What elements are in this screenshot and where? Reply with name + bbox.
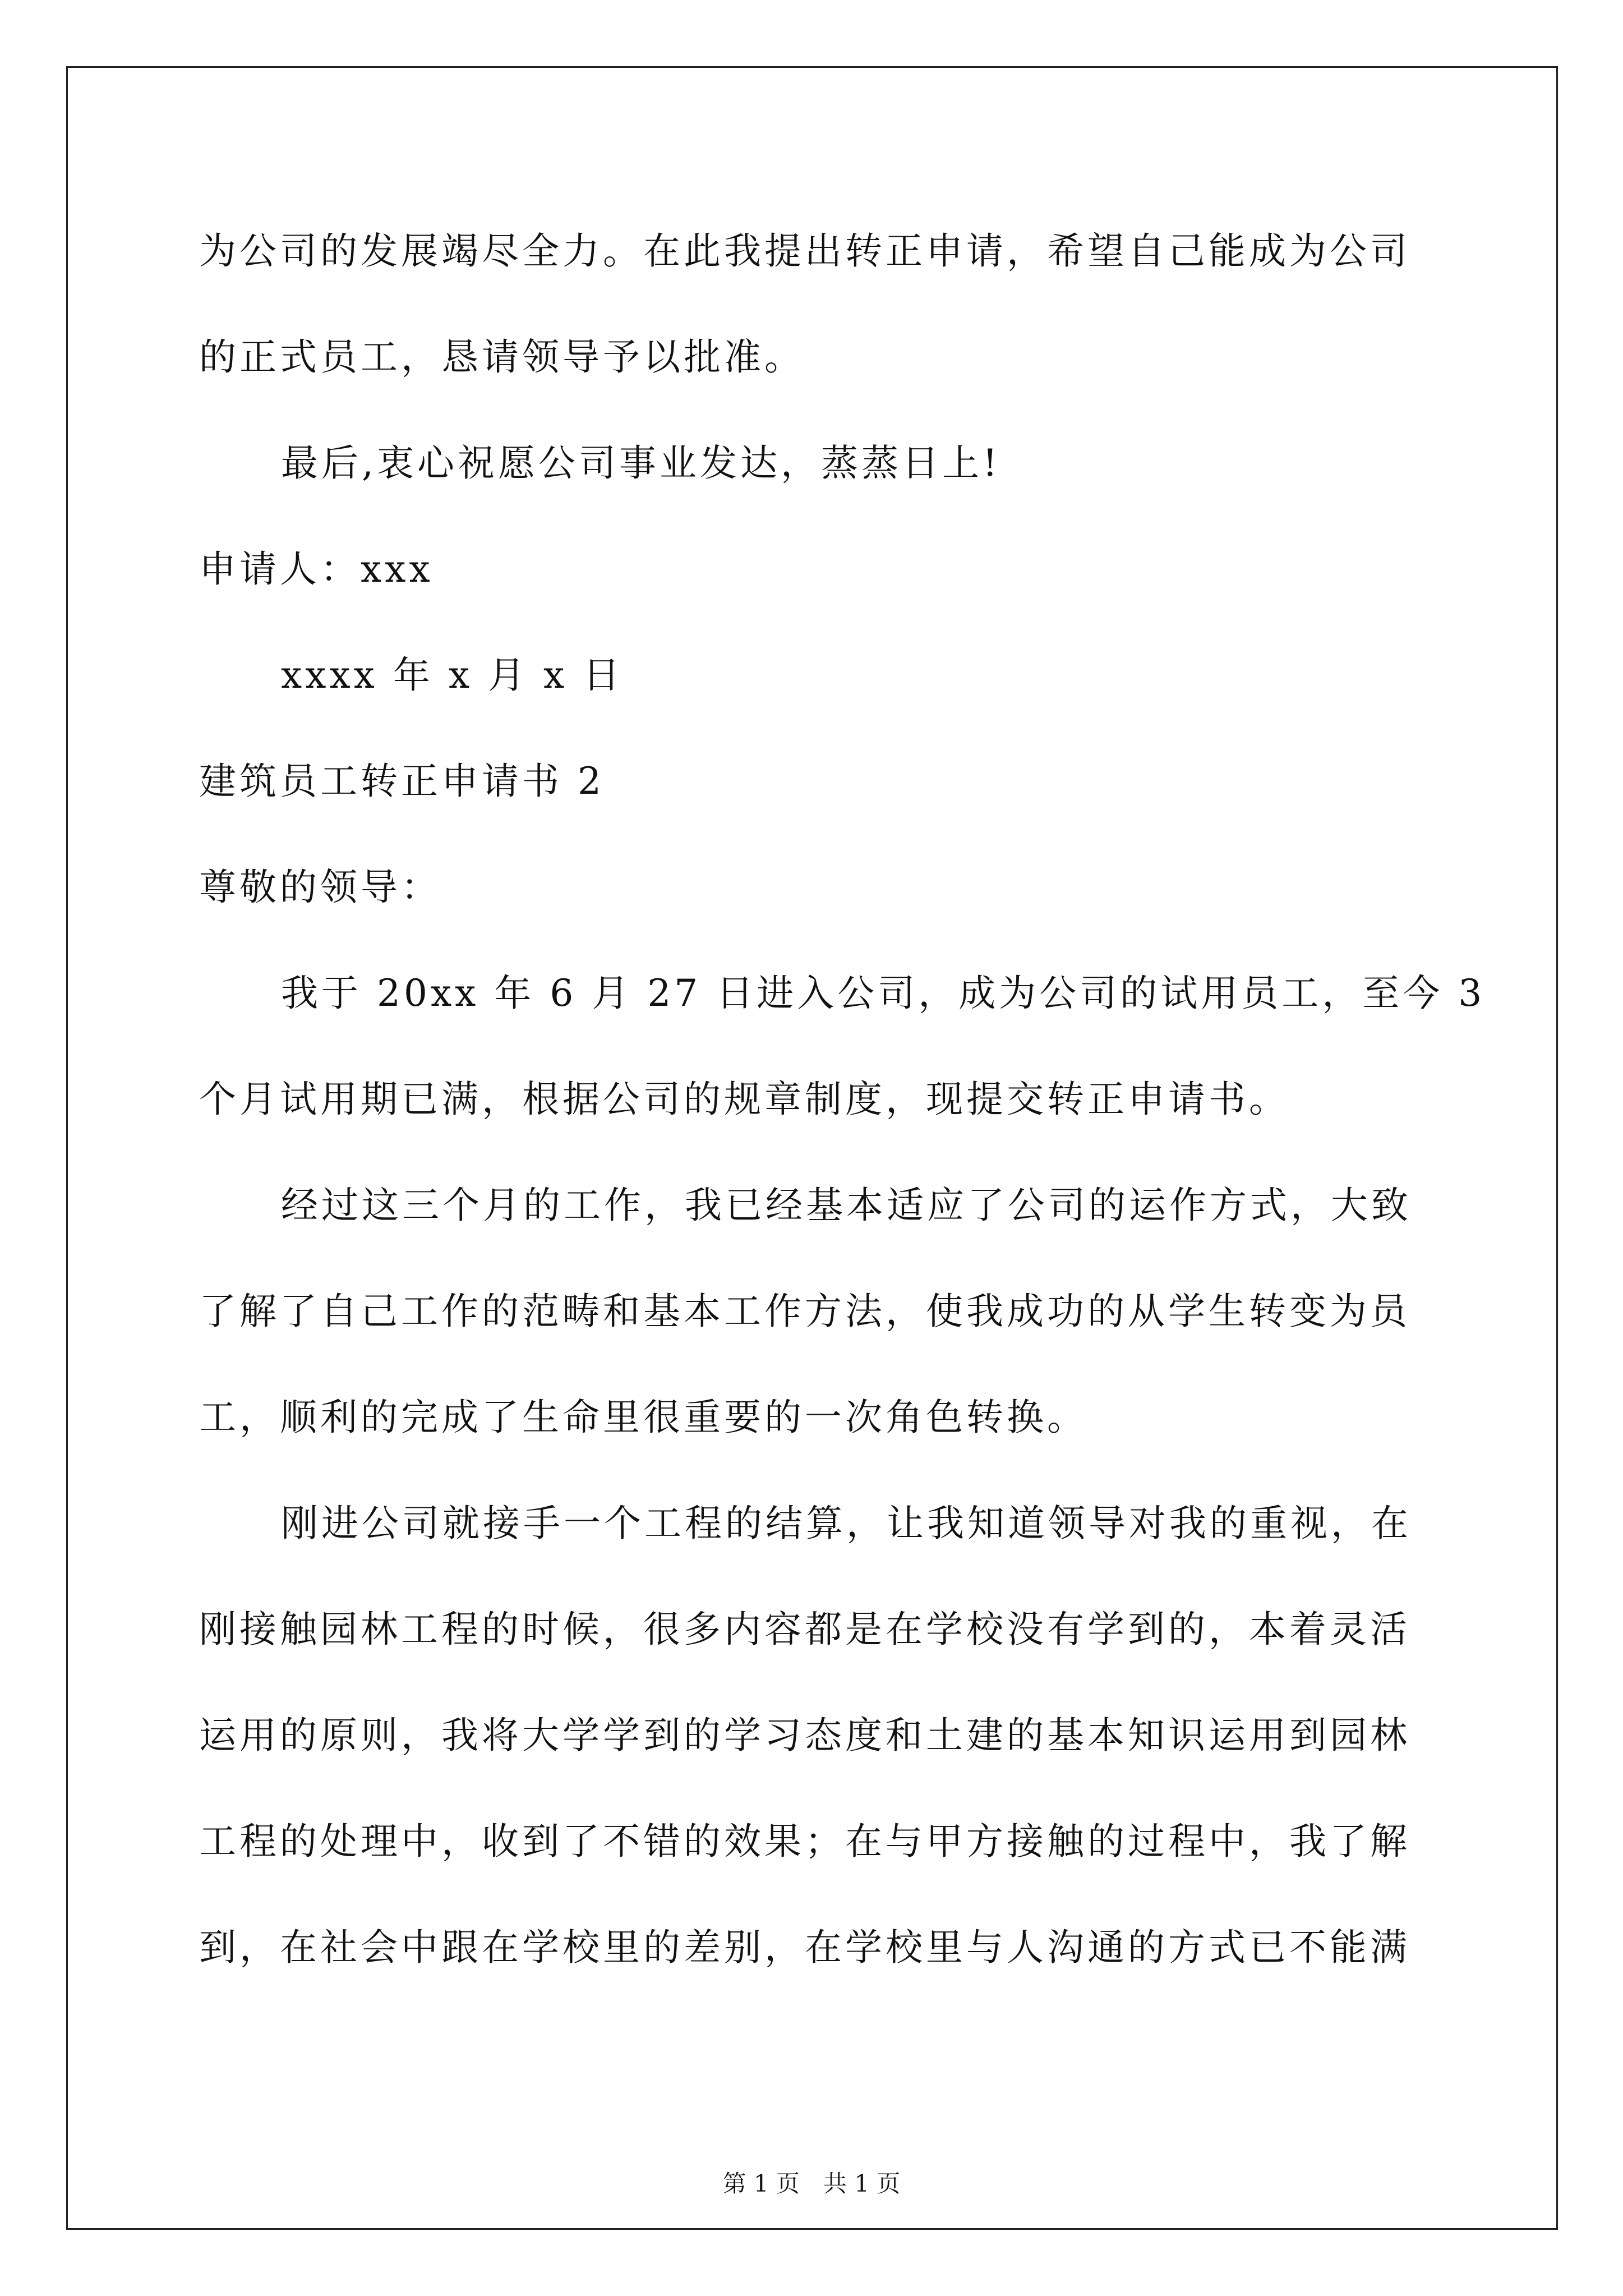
text-line: 为公司的发展竭尽全力。在此我提出转正申请，希望自己能成为公司 [199, 229, 1410, 273]
text-line: 我于 20xx 年 6 月 27 日进入公司，成为公司的试用员工，至今 3 [281, 972, 1486, 1015]
salutation: 尊敬的领导： [199, 866, 441, 909]
date-line: xxxx 年 x 月 x 日 [281, 654, 624, 697]
document-body [199, 218, 1486, 2020]
page-footer: 第 1 页 共 1 页 [722, 2170, 901, 2197]
text-line: 刚进公司就接手一个工程的结算，让我知道领导对我的重视，在 [281, 1502, 1412, 1545]
section-title: 建筑员工转正申请书 2 [199, 760, 605, 803]
text-line: 运用的原则，我将大学学到的学习态度和土建的基本知识运用到园林 [199, 1714, 1410, 1757]
text-line: 工程的处理中，收到了不错的效果；在与甲方接触的过程中，我了解 [199, 1820, 1410, 1863]
text-line: 工，顺利的完成了生命里很重要的一次角色转换。 [199, 1396, 1087, 1439]
applicant-line: 申请人：xxx [199, 547, 434, 591]
text-line: 的正式员工，恳请领导予以批准。 [199, 335, 805, 379]
text-line: 了解了自己工作的范畴和基本工作方法，使我成功的从学生转变为员 [199, 1290, 1410, 1333]
text-line: 刚接触园林工程的时候，很多内容都是在学校没有学到的，本着灵活 [199, 1608, 1410, 1651]
text-line: 到，在社会中跟在学校里的差别，在学校里与人沟通的方式已不能满 [199, 1926, 1410, 1969]
text-line: 个月试用期已满，根据公司的规章制度，现提交转正申请书。 [199, 1078, 1289, 1121]
text-line: 经过这三个月的工作，我已经基本适应了公司的运作方式，大致 [281, 1184, 1412, 1227]
text-line: 最后,衷心祝愿公司事业发达，蒸蒸日上! [281, 441, 1001, 485]
